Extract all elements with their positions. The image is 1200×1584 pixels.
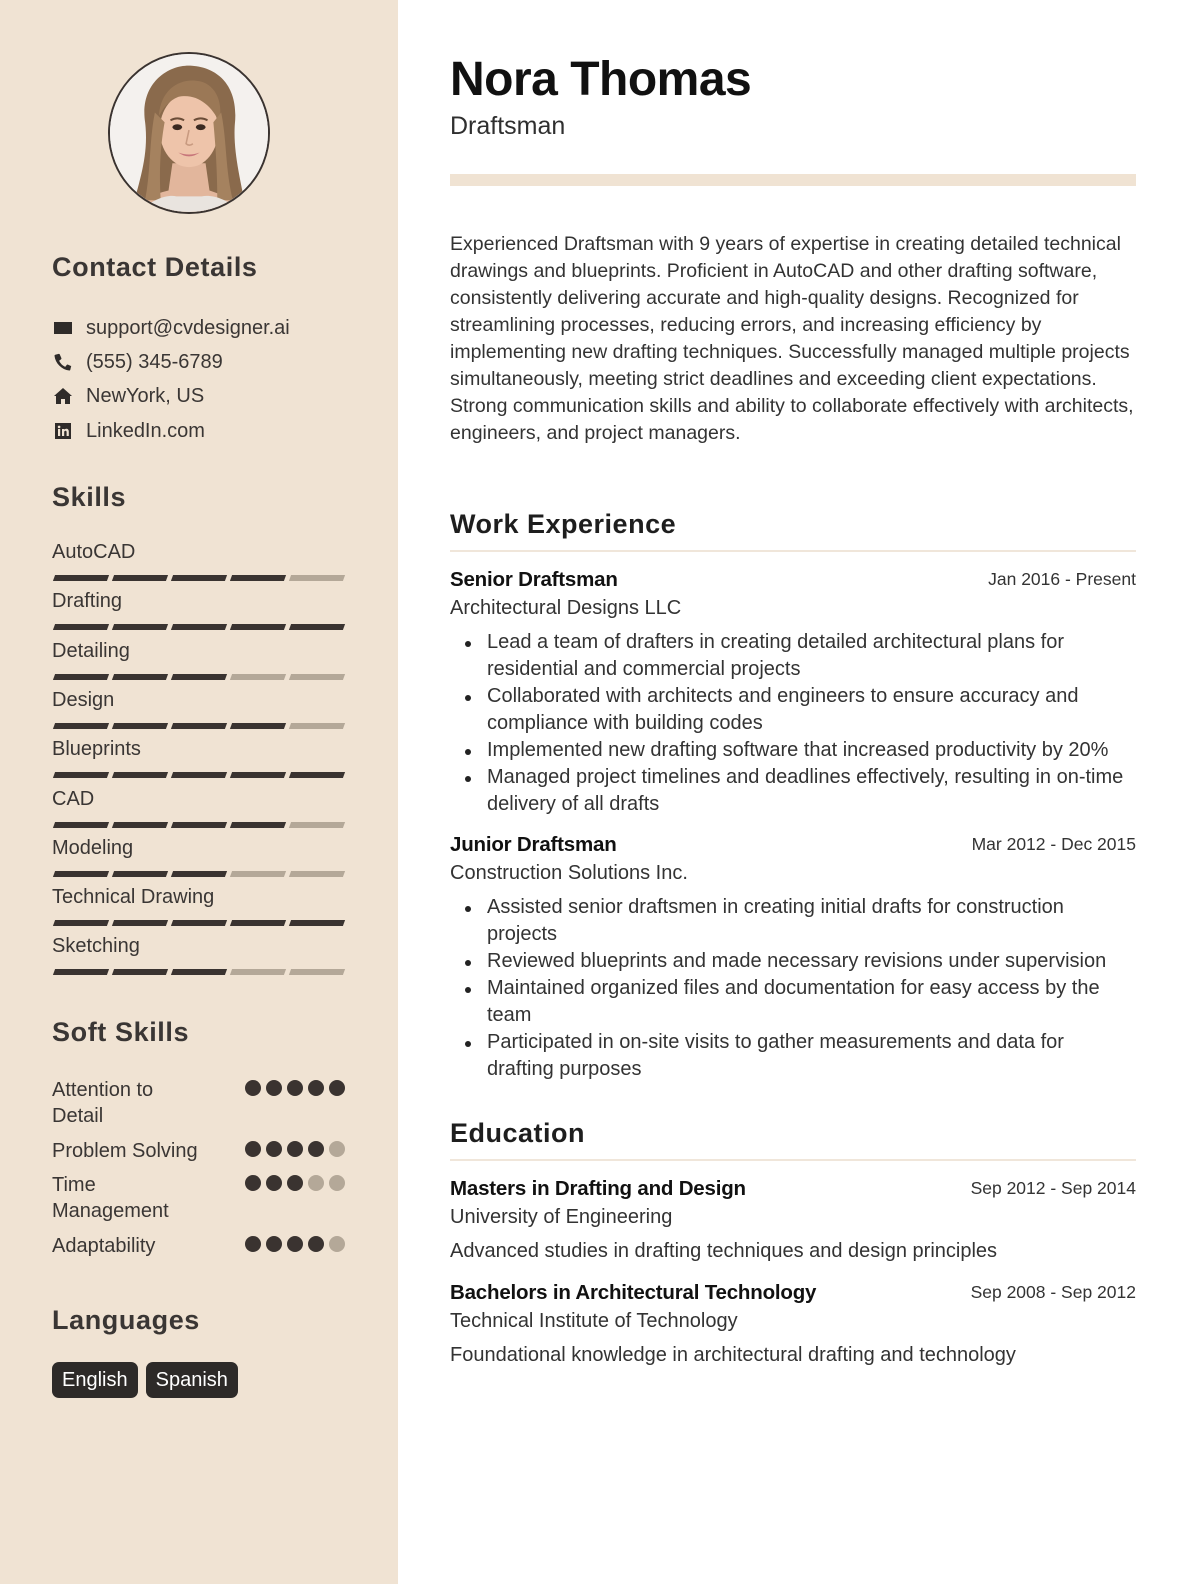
degree-description: Foundational knowledge in architectural drafting and technology bbox=[450, 1344, 1016, 1366]
rating-dot bbox=[266, 1141, 282, 1157]
contact-email[interactable] bbox=[52, 313, 290, 343]
soft-skill-rating bbox=[245, 1080, 345, 1096]
bullet-item: Participated in on-site visits to gather measurements and data for drafting purposes bbox=[450, 1029, 1136, 1083]
contact-location bbox=[52, 381, 204, 411]
skill-label: Detailing bbox=[52, 640, 130, 662]
skill-level-segment bbox=[53, 624, 109, 630]
skill-level-segment bbox=[289, 822, 345, 828]
job-title: Senior Draftsman bbox=[450, 568, 618, 591]
skill-level-segment bbox=[112, 969, 168, 975]
rating-dot bbox=[308, 1175, 324, 1191]
skill-level-segment bbox=[171, 723, 227, 729]
skill-level-segment bbox=[171, 871, 227, 877]
skill-level-segment bbox=[53, 822, 109, 828]
degree-date: Sep 2008 - Sep 2012 bbox=[970, 1282, 1136, 1302]
contact-phone-text: (555) 345-6789 bbox=[86, 350, 223, 373]
skill-row bbox=[52, 934, 346, 975]
skill-level-segment bbox=[171, 624, 227, 630]
degree-school: University of Engineering bbox=[450, 1206, 673, 1228]
skill-level-segment bbox=[53, 871, 109, 877]
skill-level-segment bbox=[230, 624, 286, 630]
job-title: Junior Draftsman bbox=[450, 833, 617, 856]
profile-title: Draftsman bbox=[450, 112, 566, 140]
work-divider bbox=[450, 550, 1136, 552]
skill-level-bar bbox=[52, 624, 346, 630]
linkedin-icon bbox=[52, 420, 74, 442]
skill-level-segment bbox=[53, 575, 109, 581]
skill-level-segment bbox=[289, 575, 345, 581]
rating-dot bbox=[266, 1080, 282, 1096]
contact-linkedin-text: LinkedIn.com bbox=[86, 419, 205, 442]
skill-level-segment bbox=[230, 969, 286, 975]
soft-skill-rating bbox=[245, 1175, 345, 1191]
rating-dot bbox=[329, 1141, 345, 1157]
skill-level-segment bbox=[230, 871, 286, 877]
skill-level-bar bbox=[52, 723, 346, 729]
soft-skill-row bbox=[52, 1233, 346, 1259]
rating-dot bbox=[329, 1080, 345, 1096]
skill-level-bar bbox=[52, 772, 346, 778]
job-company: Construction Solutions Inc. bbox=[450, 862, 688, 884]
languages-list bbox=[52, 1362, 238, 1398]
education-heading: Education bbox=[450, 1118, 586, 1148]
soft-skill-label: Problem Solving bbox=[52, 1140, 198, 1162]
bullet-item: Managed project timelines and deadlines effectively, resulting in on-time delivery of all drafts bbox=[450, 764, 1136, 818]
work-entry bbox=[450, 567, 1136, 818]
skill-level-segment bbox=[171, 772, 227, 778]
skill-level-segment bbox=[53, 969, 109, 975]
avatar bbox=[108, 52, 270, 214]
header-divider bbox=[450, 174, 1136, 186]
rating-dot bbox=[287, 1080, 303, 1096]
bullet-item: Implemented new drafting software that increased productivity by 20% bbox=[450, 737, 1136, 764]
skill-row bbox=[52, 540, 346, 581]
soft-skill-label: Adaptability bbox=[52, 1235, 156, 1257]
skill-label: Sketching bbox=[52, 935, 140, 957]
rating-dot bbox=[329, 1236, 345, 1252]
skill-level-segment bbox=[53, 772, 109, 778]
skill-label: CAD bbox=[52, 788, 95, 810]
skill-level-segment bbox=[230, 920, 286, 926]
soft-skill-rating bbox=[245, 1236, 345, 1252]
skill-label: Blueprints bbox=[52, 738, 141, 760]
degree-date: Sep 2012 - Sep 2014 bbox=[970, 1178, 1136, 1198]
skill-row bbox=[52, 836, 346, 877]
rating-dot bbox=[287, 1175, 303, 1191]
job-date: Jan 2016 - Present bbox=[988, 569, 1136, 589]
bullet-item: Reviewed blueprints and made necessary revisions under supervision bbox=[450, 948, 1136, 975]
degree-description: Advanced studies in drafting techniques and design principles bbox=[450, 1240, 998, 1262]
rating-dot bbox=[308, 1080, 324, 1096]
profile-photo bbox=[110, 54, 268, 212]
skill-level-segment bbox=[53, 723, 109, 729]
skill-level-segment bbox=[289, 969, 345, 975]
skill-row bbox=[52, 589, 346, 630]
skill-level-segment bbox=[230, 723, 286, 729]
skill-level-segment bbox=[112, 772, 168, 778]
bullet-item: Lead a team of drafters in creating detailed architectural plans for residential and commercial projects bbox=[450, 629, 1136, 683]
skill-level-segment bbox=[112, 920, 168, 926]
skill-level-segment bbox=[112, 575, 168, 581]
skill-level-segment bbox=[289, 772, 345, 778]
rating-dot bbox=[308, 1141, 324, 1157]
rating-dot bbox=[245, 1080, 261, 1096]
skill-row bbox=[52, 688, 346, 729]
phone-icon bbox=[52, 351, 74, 373]
rating-dot bbox=[245, 1175, 261, 1191]
job-date: Mar 2012 - Dec 2015 bbox=[971, 834, 1136, 854]
skill-row bbox=[52, 639, 346, 680]
education-entry bbox=[450, 1176, 1136, 1264]
language-badge: English bbox=[52, 1362, 138, 1398]
home-icon bbox=[52, 385, 74, 407]
skill-level-segment bbox=[53, 674, 109, 680]
skill-level-segment bbox=[289, 674, 345, 680]
skill-level-segment bbox=[112, 624, 168, 630]
contact-heading: Contact Details bbox=[52, 252, 258, 282]
rating-dot bbox=[266, 1175, 282, 1191]
skill-label: Technical Drawing bbox=[52, 886, 215, 908]
job-bullets bbox=[450, 894, 1136, 1083]
contact-linkedin[interactable] bbox=[52, 416, 205, 446]
education-entry bbox=[450, 1280, 1136, 1368]
skill-level-segment bbox=[230, 772, 286, 778]
rating-dot bbox=[329, 1175, 345, 1191]
soft-skill-row bbox=[52, 1138, 346, 1164]
soft-skill-label: Time Management bbox=[52, 1174, 169, 1222]
job-company: Architectural Designs LLC bbox=[450, 597, 682, 619]
skill-level-segment bbox=[289, 920, 345, 926]
skill-level-segment bbox=[171, 969, 227, 975]
skill-label: Drafting bbox=[52, 590, 123, 612]
languages-heading: Languages bbox=[52, 1305, 200, 1335]
skill-level-segment bbox=[112, 723, 168, 729]
skill-label: AutoCAD bbox=[52, 541, 136, 563]
contact-phone[interactable] bbox=[52, 347, 223, 377]
soft-skill-row bbox=[52, 1077, 346, 1129]
bullet-item: Collaborated with architects and engineers to ensure accuracy and compliance with building codes bbox=[450, 683, 1136, 737]
skill-level-segment bbox=[289, 624, 345, 630]
skill-level-bar bbox=[52, 674, 346, 680]
rating-dot bbox=[287, 1141, 303, 1157]
soft-skill-rating bbox=[245, 1141, 345, 1157]
rating-dot bbox=[308, 1236, 324, 1252]
skill-label: Design bbox=[52, 689, 115, 711]
skill-level-segment bbox=[171, 575, 227, 581]
soft-skill-label: Attention to Detail bbox=[52, 1079, 154, 1127]
soft-skill-row bbox=[52, 1172, 346, 1224]
skill-level-segment bbox=[230, 822, 286, 828]
skill-level-segment bbox=[112, 674, 168, 680]
skill-level-segment bbox=[171, 822, 227, 828]
rating-dot bbox=[245, 1141, 261, 1157]
language-badge: Spanish bbox=[146, 1362, 238, 1398]
contact-email-text: support@cvdesigner.ai bbox=[86, 316, 290, 339]
envelope-icon bbox=[52, 317, 74, 339]
profile-name: Nora Thomas bbox=[450, 53, 752, 106]
skill-level-segment bbox=[289, 723, 345, 729]
summary-text: Experienced Draftsman with 9 years of expertise in creating detailed technical drawings and blueprints. Proficient in AutoCAD and other drafting software, consistently delivering accurate and high-quality designs. Recognized for streamlining processes, reducing errors, and increasing efficiency by implementing new drafting techniques. Successfully managed multiple projects simultaneously, meeting strict deadlines and exceeding client expectations. Strong communication skills and ability to collaborate effectively with architects, engineers, and project managers. bbox=[450, 233, 1134, 444]
skill-level-segment bbox=[230, 575, 286, 581]
skill-level-segment bbox=[112, 871, 168, 877]
skill-level-bar bbox=[52, 920, 346, 926]
soft-skills-heading: Soft Skills bbox=[52, 1017, 190, 1047]
skill-label: Modeling bbox=[52, 837, 134, 859]
skill-level-bar bbox=[52, 871, 346, 877]
contact-location-text: NewYork, US bbox=[86, 384, 205, 407]
rating-dot bbox=[245, 1236, 261, 1252]
skill-level-bar bbox=[52, 575, 346, 581]
skill-level-segment bbox=[171, 674, 227, 680]
job-bullets bbox=[450, 629, 1136, 818]
education-divider bbox=[450, 1159, 1136, 1161]
skill-level-segment bbox=[112, 822, 168, 828]
skill-row bbox=[52, 885, 346, 926]
work-heading: Work Experience bbox=[450, 509, 677, 539]
work-entry bbox=[450, 832, 1136, 1083]
skill-row bbox=[52, 787, 346, 828]
skill-level-segment bbox=[171, 920, 227, 926]
skill-row bbox=[52, 737, 346, 778]
degree-title: Masters in Drafting and Design bbox=[450, 1177, 746, 1200]
degree-title: Bachelors in Architectural Technology bbox=[450, 1281, 817, 1304]
sidebar bbox=[0, 0, 398, 1584]
degree-school: Technical Institute of Technology bbox=[450, 1310, 738, 1332]
skill-level-segment bbox=[53, 920, 109, 926]
skill-level-bar bbox=[52, 822, 346, 828]
skill-level-segment bbox=[230, 674, 286, 680]
skills-heading: Skills bbox=[52, 482, 127, 512]
skill-level-segment bbox=[289, 871, 345, 877]
rating-dot bbox=[287, 1236, 303, 1252]
rating-dot bbox=[266, 1236, 282, 1252]
bullet-item: Maintained organized files and documentation for easy access by the team bbox=[450, 975, 1136, 1029]
skill-level-bar bbox=[52, 969, 346, 975]
bullet-item: Assisted senior draftsmen in creating initial drafts for construction projects bbox=[450, 894, 1136, 948]
